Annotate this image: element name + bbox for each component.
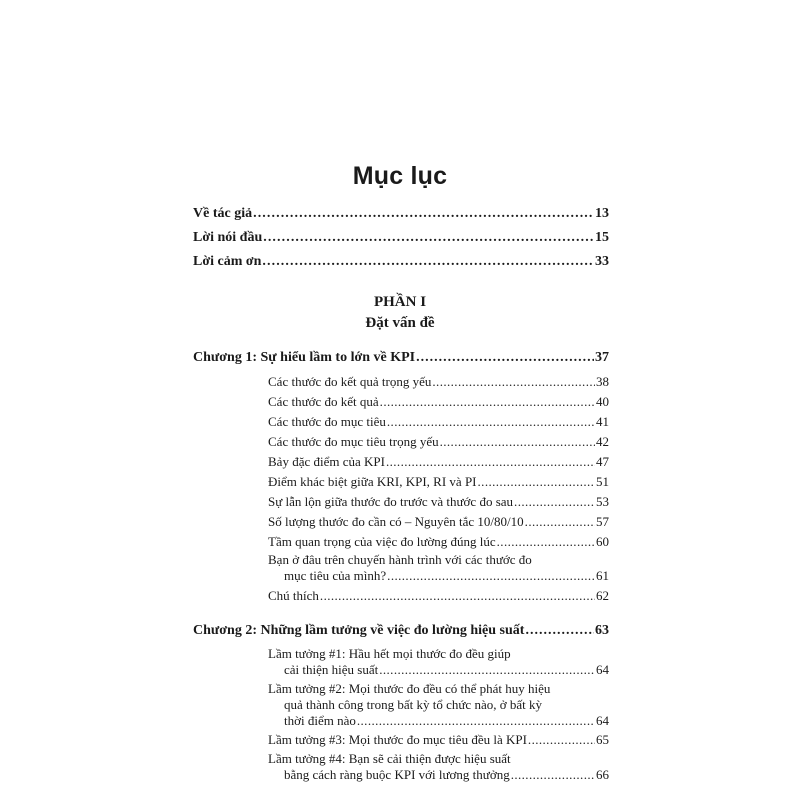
leader-dots	[497, 534, 595, 550]
toc-item-label: Các thước đo kết quả trọng yếu	[268, 374, 432, 389]
leader-dots	[416, 350, 594, 366]
toc-item-multiline[interactable]	[268, 552, 609, 584]
toc-title: Mục lục	[352, 162, 448, 190]
toc-item-page: 61	[596, 568, 609, 583]
toc-item[interactable]	[268, 434, 609, 450]
toc-item[interactable]	[268, 394, 609, 410]
leader-dots	[380, 394, 595, 410]
toc-item-label: Điểm khác biệt giữa KRI, KPI, RI và PI	[268, 474, 477, 489]
toc-item-line: Bạn ở đâu trên chuyến hành trình với các thước đo	[268, 552, 532, 567]
leader-dots	[387, 414, 595, 430]
toc-entry-label: Lời cảm ơn	[193, 254, 262, 269]
toc-item-page: 38	[596, 374, 609, 389]
toc-item-label: Chú thích	[268, 588, 319, 603]
toc-item-last-line	[268, 767, 609, 783]
toc-item[interactable]	[268, 454, 609, 470]
toc-item-page: 51	[596, 474, 609, 489]
toc-item-line: cải thiện hiệu suất	[284, 662, 379, 677]
leader-dots	[262, 254, 594, 270]
toc-item-line: quả thành công trong bất kỳ tổ chức nào, ở bất kỳ	[284, 697, 542, 712]
toc-item-last-line	[268, 662, 609, 678]
leader-dots	[387, 568, 595, 584]
toc-item-label: Các thước đo mục tiêu	[268, 414, 386, 429]
toc-entry-label: Lời nói đầu	[193, 230, 263, 245]
toc-item-page: 65	[596, 732, 609, 747]
toc-item[interactable]	[268, 514, 609, 530]
leader-dots	[514, 494, 595, 510]
leader-dots	[432, 374, 595, 390]
toc-item-page: 57	[596, 514, 609, 529]
chapter-label: Chương 2: Những lầm tưởng về việc đo lường hiệu suất	[193, 623, 525, 638]
leader-dots	[263, 230, 594, 246]
leader-dots	[386, 454, 595, 470]
toc-item-line: thời điểm nào	[284, 713, 356, 728]
toc-item[interactable]	[268, 374, 609, 390]
toc-item[interactable]	[268, 474, 609, 490]
toc-item-label: Số lượng thước đo cần có – Nguyên tắc 10/80/10	[268, 514, 524, 529]
toc-item-page: 40	[596, 394, 609, 409]
chapter-page: 63	[595, 623, 609, 638]
toc-item-label: Tầm quan trọng của việc đo lường đúng lúc	[268, 534, 496, 549]
chapter-page: 37	[595, 350, 609, 365]
toc-item-notes[interactable]	[268, 588, 609, 604]
toc-item-line: Lầm tưởng #2: Mọi thước đo đều có thể phát huy hiệu	[268, 681, 551, 696]
chapter-label: Chương 1: Sự hiểu lầm to lớn về KPI	[193, 350, 416, 365]
toc-item-page: 64	[596, 713, 609, 728]
leader-dots	[525, 514, 595, 530]
toc-item-myth-3[interactable]	[268, 732, 609, 748]
toc-item-page: 41	[596, 414, 609, 429]
toc-item-page: 42	[596, 434, 609, 449]
leader-dots	[320, 588, 595, 604]
leader-dots	[357, 713, 595, 729]
toc-item[interactable]	[268, 494, 609, 510]
toc-item-label: Lầm tưởng #3: Mọi thước đo mục tiêu đều là KPI	[268, 732, 527, 747]
toc-item-line: mục tiêu của mình?	[284, 568, 387, 583]
toc-item-line: bằng cách ràng buộc KPI với lương thưởng	[284, 767, 510, 782]
toc-entry-page: 33	[595, 254, 609, 269]
toc-item-label: Các thước đo mục tiêu trọng yếu	[268, 434, 439, 449]
leader-dots	[511, 767, 595, 783]
toc-item-label: Các thước đo kết quả	[268, 394, 379, 409]
toc-item[interactable]	[268, 414, 609, 430]
leader-dots	[440, 434, 595, 450]
leader-dots	[528, 732, 595, 748]
toc-item-label: Sự lẫn lộn giữa thước đo trước và thước đo sau	[268, 494, 514, 509]
toc-entry-label: Về tác giả	[193, 206, 253, 221]
toc-item-page: 62	[596, 588, 609, 603]
toc-item-last-line	[268, 568, 609, 584]
leader-dots	[379, 662, 595, 678]
toc-chapter-2[interactable]	[193, 623, 609, 639]
toc-item-page: 47	[596, 454, 609, 469]
toc-item-myth-1[interactable]	[268, 646, 609, 678]
leader-dots	[253, 206, 594, 222]
toc-entry-page: 15	[595, 230, 609, 245]
toc-item-page: 64	[596, 662, 609, 677]
toc-item-myth-4[interactable]	[268, 751, 609, 783]
part-title: Đặt vấn đề	[365, 315, 435, 331]
leader-dots	[478, 474, 595, 490]
toc-chapter-1[interactable]	[193, 350, 609, 366]
toc-entry-page: 13	[595, 206, 609, 221]
leader-dots	[525, 623, 594, 639]
toc-entry-loi-noi-dau[interactable]	[193, 230, 609, 246]
toc-item-myth-2[interactable]	[268, 681, 609, 729]
toc-item-page: 60	[596, 534, 609, 549]
toc-item-page: 66	[596, 767, 609, 782]
toc-item-line: Lầm tưởng #1: Hầu hết mọi thước đo đều giúp	[268, 646, 511, 661]
toc-item-line: Lầm tưởng #4: Bạn sẽ cải thiện được hiệu suất	[268, 751, 511, 766]
toc-entry-ve-tac-gia[interactable]	[193, 206, 609, 222]
toc-item-page: 53	[596, 494, 609, 509]
toc-item[interactable]	[268, 534, 609, 550]
toc-item-last-line	[268, 713, 609, 729]
part-label: PHẦN I	[373, 294, 427, 310]
toc-entry-loi-cam-on[interactable]	[193, 254, 609, 270]
toc-item-label: Bảy đặc điểm của KPI	[268, 454, 385, 469]
